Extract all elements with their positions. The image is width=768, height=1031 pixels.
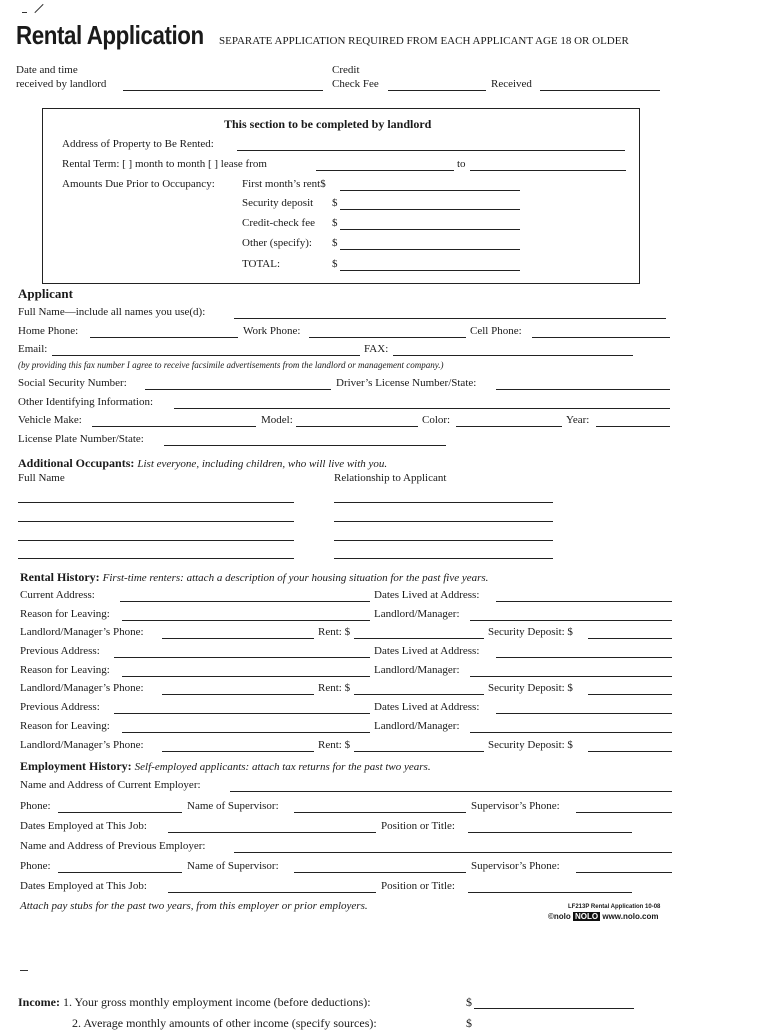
lease-to-label: to [457,158,466,170]
security-deposit-history-label: Security Deposit: $ [488,626,573,638]
credit-check-fee-row-field[interactable] [340,229,520,230]
dollar-sign: $ [466,1016,472,1030]
dates-employed-label: Dates Employed at This Job: [20,880,147,892]
landlord-phone-field[interactable] [162,751,314,752]
dates-employed-field[interactable] [168,832,376,833]
email-label: Email: [18,343,48,355]
nolo-footer [548,912,659,921]
drivers-license-field[interactable] [496,389,670,390]
other-identifying-info-label: Other Identifying Information: [18,396,154,408]
dollar-sign: $ [332,258,338,270]
rental-history-heading: Rental History: [20,570,100,584]
property-address-field[interactable] [237,150,625,151]
current-address-label: Current Address: [20,589,95,601]
fax-field[interactable] [393,355,633,356]
reason-leaving-label: Reason for Leaving: [20,608,110,620]
occupant-relationship-field-3[interactable] [334,540,553,541]
landlord-phone-field[interactable] [162,694,314,695]
page-subtitle: SEPARATE APPLICATION REQUIRED FROM EACH APPLICANT AGE 18 OR OLDER [219,35,629,47]
copyright-text: ©nolo [548,912,571,921]
ssn-label: Social Security Number: [18,377,127,389]
rental-history-header [20,570,488,585]
license-plate-label: License Plate Number/State: [18,433,144,445]
date-time-label-2: received by landlord [16,78,107,90]
income-line-1-field[interactable] [474,1008,634,1009]
credit-check-fee-row-label: Credit-check fee [242,217,315,229]
page-title: Rental Application [16,20,204,50]
employment-history-note: Self-employed applicants: attach tax returns for the past two years. [134,761,431,773]
current-employer-label: Name and Address of Current Employer: [20,779,201,791]
amounts-due-label: Amounts Due Prior to Occupancy: [62,178,215,190]
ssn-field[interactable] [145,389,331,390]
scan-mark [34,4,43,13]
drivers-license-label: Driver’s License Number/State: [336,377,477,389]
form-code: LF213P Rental Application 10-08 [568,904,661,910]
other-specify-label: Other (specify): [242,237,312,249]
credit-label: Credit [332,64,360,76]
cell-phone-field[interactable] [532,337,670,338]
vehicle-make-field[interactable] [92,426,256,427]
reason-leaving-field[interactable] [122,620,370,621]
dates-lived-label: Dates Lived at Address: [374,645,480,657]
pay-stubs-note: Attach pay stubs for the past two years, from this employer or prior employers. [20,900,368,912]
scan-mark [22,12,27,13]
income-line-2-label: 2. Average monthly amounts of other income (specify sources): [72,1016,377,1030]
landlord-phone-label: Landlord/Manager’s Phone: [20,739,144,751]
previous-address-label: Previous Address: [20,645,100,657]
year-field[interactable] [596,426,670,427]
rent-field[interactable] [354,694,484,695]
date-time-field[interactable] [123,90,323,91]
lease-to-field[interactable] [470,170,626,171]
landlord-manager-field[interactable] [470,620,672,621]
employment-history-heading: Employment History: [20,759,132,773]
license-plate-field[interactable] [164,445,446,446]
rent-label: Rent: $ [318,682,351,694]
dates-lived-label: Dates Lived at Address: [374,589,480,601]
employer-phone-field[interactable] [58,812,182,813]
dates-employed-field[interactable] [168,892,376,893]
dollar-sign: $ [332,237,338,249]
color-field[interactable] [456,426,562,427]
home-phone-field[interactable] [90,337,238,338]
rent-label: Rent: $ [318,739,351,751]
full-name-field[interactable] [234,318,666,319]
other-identifying-info-field[interactable] [174,408,670,409]
dollar-sign: $ [332,217,338,229]
fax-label: FAX: [364,343,389,355]
occupant-name-field-1[interactable] [18,502,294,503]
dates-employed-label: Dates Employed at This Job: [20,820,147,832]
lease-from-field[interactable] [316,170,454,171]
employer-phone-label: Phone: [20,860,51,872]
home-phone-label: Home Phone: [18,325,79,337]
dollar-sign: $ [332,197,338,209]
supervisor-name-field[interactable] [294,872,466,873]
credit-check-fee-field[interactable] [388,90,486,91]
dates-lived-field[interactable] [496,657,672,658]
employment-history-header [20,759,431,774]
position-title-label: Position or Title: [381,820,455,832]
reason-leaving-field[interactable] [122,676,370,677]
occupant-name-field-2[interactable] [18,521,294,522]
supervisor-name-label: Name of Supervisor: [187,860,279,872]
credit-check-fee-label: Check Fee [332,78,379,90]
occupant-name-column-header: Full Name [18,472,65,484]
landlord-section-heading: This section to be completed by landlord [224,117,432,131]
other-specify-field[interactable] [340,249,520,250]
reason-leaving-field[interactable] [122,732,370,733]
current-address-field[interactable] [120,601,370,602]
security-deposit-history-field[interactable] [588,751,672,752]
dollar-sign: $ [466,995,472,1009]
occupant-name-field-3[interactable] [18,540,294,541]
first-month-rent-label: First month’s rent$ [242,178,326,190]
occupant-relationship-field-4[interactable] [334,558,553,559]
rent-field[interactable] [354,751,484,752]
supervisor-phone-field[interactable] [576,872,672,873]
reason-leaving-label: Reason for Leaving: [20,664,110,676]
email-field[interactable] [52,355,360,356]
model-label: Model: [261,414,293,426]
total-label: TOTAL: [242,258,281,270]
security-deposit-history-field[interactable] [588,694,672,695]
vehicle-make-label: Vehicle Make: [18,414,82,426]
model-field[interactable] [296,426,418,427]
occupant-name-field-4[interactable] [18,558,294,559]
additional-occupants-header [18,456,387,471]
reason-leaving-label: Reason for Leaving: [20,720,110,732]
received-field[interactable] [540,90,660,91]
security-deposit-label: Security deposit [242,197,314,209]
landlord-section-box [42,108,640,284]
cell-phone-label: Cell Phone: [470,325,522,337]
full-name-label: Full Name—include all names you use(d): [18,306,206,318]
supervisor-phone-label: Supervisor’s Phone: [471,860,560,872]
total-field[interactable] [340,270,520,271]
landlord-manager-label: Landlord/Manager: [374,664,460,676]
employer-phone-label: Phone: [20,800,51,812]
color-label: Color: [422,414,451,426]
date-time-label: Date and time [16,64,78,76]
previous-address-label: Previous Address: [20,701,100,713]
landlord-manager-label: Landlord/Manager: [374,720,460,732]
nolo-website: www.nolo.com [602,912,659,921]
occupant-relationship-field-1[interactable] [334,502,553,503]
position-title-field[interactable] [468,832,632,833]
rent-label: Rent: $ [318,626,351,638]
dates-lived-label: Dates Lived at Address: [374,701,480,713]
income-line-1-label: 1. Your gross monthly employment income (before deductions): [63,995,371,1009]
supervisor-phone-field[interactable] [576,812,672,813]
income-header [18,995,371,1010]
previous-address-field[interactable] [114,713,370,714]
dates-lived-field[interactable] [496,713,672,714]
employer-phone-field[interactable] [58,872,182,873]
previous-employer-label: Name and Address of Previous Employer: [20,840,206,852]
position-title-field[interactable] [468,892,632,893]
applicant-heading: Applicant [18,286,73,301]
landlord-phone-field[interactable] [162,638,314,639]
nolo-logo: NOLO [575,912,599,921]
previous-address-field[interactable] [114,657,370,658]
landlord-manager-field[interactable] [470,732,672,733]
previous-employer-field[interactable] [234,852,672,853]
position-title-label: Position or Title: [381,880,455,892]
additional-occupants-heading: Additional Occupants: [18,456,135,470]
security-deposit-history-field[interactable] [588,638,672,639]
income-heading: Income: [18,995,60,1009]
rental-term-label: Rental Term: [ ] month to month [ ] lease from [62,158,267,170]
occupant-relationship-field-2[interactable] [334,521,553,522]
landlord-phone-label: Landlord/Manager’s Phone: [20,626,144,638]
scan-mark [20,970,28,971]
security-deposit-field[interactable] [340,209,520,210]
occupant-relationship-column-header: Relationship to Applicant [334,472,447,484]
supervisor-name-field[interactable] [294,812,466,813]
received-label: Received [491,78,532,90]
work-phone-field[interactable] [309,337,466,338]
security-deposit-history-label: Security Deposit: $ [488,739,573,751]
year-label: Year: [566,414,590,426]
dates-lived-field[interactable] [496,601,672,602]
supervisor-name-label: Name of Supervisor: [187,800,279,812]
security-deposit-history-label: Security Deposit: $ [488,682,573,694]
rental-history-note: First-time renters: attach a description of your housing situation for the past five years. [102,572,489,584]
rent-field[interactable] [354,638,484,639]
additional-occupants-note: List everyone, including children, who will live with you. [137,458,388,470]
property-address-label: Address of Property to Be Rented: [62,138,214,150]
landlord-manager-label: Landlord/Manager: [374,608,460,620]
landlord-phone-label: Landlord/Manager’s Phone: [20,682,144,694]
current-employer-field[interactable] [230,791,672,792]
landlord-manager-field[interactable] [470,676,672,677]
supervisor-phone-label: Supervisor’s Phone: [471,800,560,812]
first-month-rent-field[interactable] [340,190,520,191]
work-phone-label: Work Phone: [243,325,301,337]
fax-note: (by providing this fax number I agree to receive facsimile advertisements from the landlord or management company.) [18,360,444,370]
